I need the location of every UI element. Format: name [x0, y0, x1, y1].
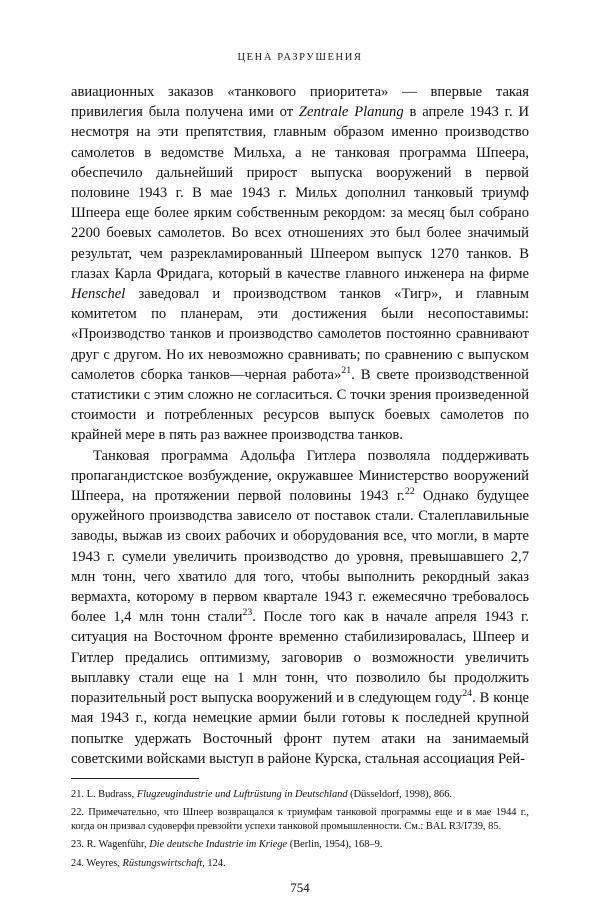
- paragraph-2: Танковая программа Адольфа Гитлера позволяла поддерживать пропагандистское возбуждение, окружавшее Министерство вооружений Шпеера, на протяжении первой половины 1943 г.$^{22}$ Однако будущее оружейного производства зависело от поставок стали. Сталеплавильные заводы, выжав из своих рабочих и оборудования все, что могли, в марте 1943 г. сумели увеличить производство до уровня, превышавшего 2,7 млн тонн, чего хватило для того, чтобы выполнить рекордный заказ вермахта, которому в первом квартале 1943 г. ежемесячно требовалось более 1,4 млн тонн стали$^{23}$. После того как в начале апреля 1943 г. ситуация на Восточном фронте временно стабилизировалась, Шпеер и Гитлер предались оптимизму, заговорив о возможности увеличить выплавку стали еще на 1 млн тонн, что позволило бы продолжить поразительный рост выпуска вооружений и в следующем году$^{24}$. В конце мая 1943 г., когда немецкие армии были готовы к последней крупной попытке удержать Восточный фронт путем атаки на занимаемый советскими войсками выступ в районе Курска, стальная ассоциация Рей-: [71, 447, 529, 767]
- footnote-title-italic: Flugzeugindustrie und Luftrüstung in Deutschland: [136, 789, 348, 800]
- footnote-text-after: (Berlin, 1954), 168–9.: [287, 839, 383, 851]
- footnote-number: 24.: [71, 857, 84, 869]
- running-head: ЦЕНА РАЗРУШЕНИЯ: [237, 52, 363, 63]
- footnote-text-before: Примечательно, что Шпеер возвращался к триумфам танковой программы еще и в мае 1944 г., когда он призвал судоверфи превзойти успехи танковой промышленности. См.: BAL R3/I739, 85.: [71, 807, 529, 832]
- body-text-column: [71, 82, 529, 769]
- italic-term-zentrale-planung: Zentrale Planung: [298, 104, 404, 121]
- italic-term-henschel: Henschel: [71, 286, 126, 303]
- footnote-text-after: (Düsseldorf, 1998), 866.: [347, 789, 453, 800]
- footnote-text-after: , 124.: [202, 857, 226, 869]
- paragraph-1: авиационных заказов «танкового приоритета» — впервые такая привилегия была получена ими от Zentrale Planung в апреле 1943 г. И несмотря на эти препятствия, главным образом именно производство самолетов в ведомстве Мильха, а не танковая программа Шпеера, обеспечило дальнейший прирост выпуска вооружений в первой половине 1943 г. В мае 1943 г. Мильх дополнил танковый триумф Шпеера еще более ярким собственным рекордом: за месяц был собрано 2200 боевых самолетов. Во всех отношениях это был более значимый результат, чем разрекламированный Шпеером выпуск 1270 танков. В глазах Карла Фридага, который в качестве главного инженера на фирме Henschel заведовал и производством танков «Тигр», и главным комитетом по планерам, эти достижения были несопоставимы: «Производство танков и производство самолетов постоянно сравнивают друг с другом. Но их невозможно сравнивать; по сравнению с выпуском самолетов сборка танков—черная работа»$^{21}$. В свете производственной статистики с этим сложно не согласиться. С точки зрения произведенной стоимости и потребленных ресурсов выпуск боевых самолетов по крайней мере в пять раз важнее производства танков.: [71, 84, 529, 444]
- page-number: 754: [290, 880, 310, 895]
- footnote-number: 22.: [71, 807, 84, 819]
- footnote-22: [71, 806, 529, 833]
- footnote-text-before: R. Wagenführ,: [84, 839, 150, 851]
- footnote-separator-rule: [71, 778, 199, 779]
- footnote-text-before: Weyres,: [84, 857, 123, 869]
- footnote-ref-23: 23: [242, 607, 253, 619]
- footnote-24: [71, 857, 529, 870]
- footnote-title-italic: Rüstungswirtschaft: [122, 857, 203, 869]
- footnote-ref-21: 21: [341, 364, 352, 376]
- footnote-text-before: L. Budrass,: [84, 789, 137, 800]
- footnotes-section: [71, 778, 529, 875]
- footnote-ref-24: 24: [462, 688, 473, 700]
- footnote-number: 23.: [71, 839, 84, 851]
- footnote-ref-22: 22: [404, 486, 415, 498]
- footnote-number: 21.: [71, 789, 84, 800]
- footnote-23: [71, 838, 529, 851]
- footnote-title-italic: Die deutsche Industrie im Kriege: [149, 839, 288, 851]
- footnote-21: [71, 788, 529, 801]
